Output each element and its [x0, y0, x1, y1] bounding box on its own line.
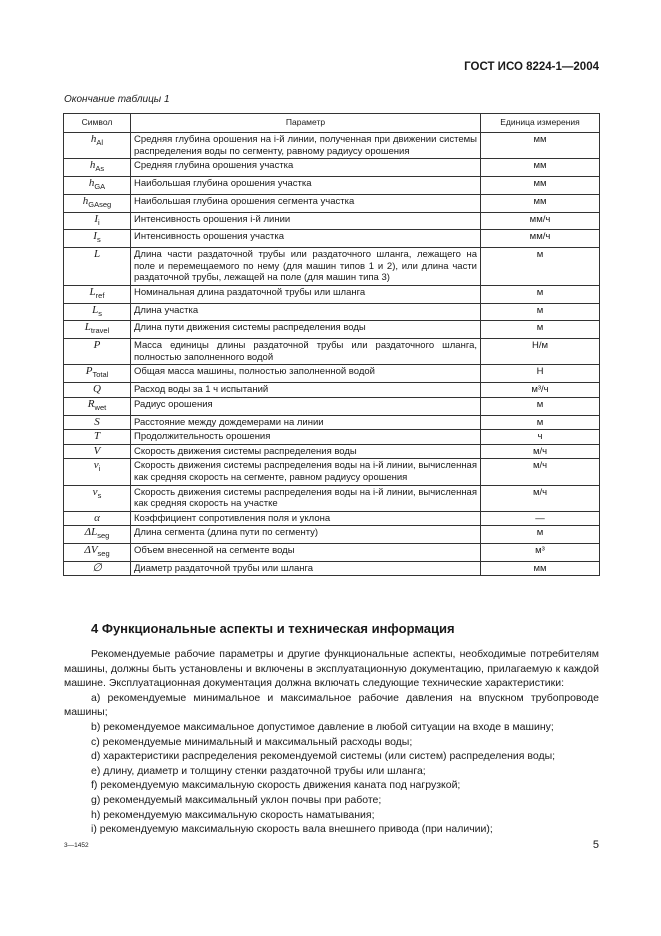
symbol: P [85, 365, 93, 378]
unit-cell: м [481, 415, 600, 430]
column-header-parameter: Параметр [131, 114, 481, 133]
parameter-cell: Наибольшая глубина орошения участка [131, 176, 481, 194]
table-row [64, 365, 600, 383]
symbol: h [82, 194, 89, 207]
table-row [64, 415, 600, 430]
parameter-cell: Длина участка [131, 303, 481, 321]
symbol: L [92, 303, 99, 316]
symbol: V [93, 444, 101, 457]
symbol-subscript: seg [97, 549, 110, 559]
list-item: h) рекомендуемую максимальную скорость наматывания; [91, 808, 375, 821]
table-row [64, 544, 600, 562]
parameter-cell: Радиус орошения [131, 397, 481, 415]
list-item: е) длину, диаметр и толщину стенки раздаточной трубы или шланга; [91, 764, 426, 777]
symbol-subscript: ref [95, 291, 105, 301]
table-row [64, 459, 600, 485]
symbol-cell [64, 321, 131, 339]
symbol-cell [64, 444, 131, 459]
table-row [64, 511, 600, 526]
symbol: ΔL [84, 526, 98, 539]
parameter-cell: Скорость движения системы распределения воды [131, 444, 481, 459]
unit-cell: м³ [481, 544, 600, 562]
parameter-cell: Интенсивность орошения участка [131, 230, 481, 248]
symbol-cell [64, 415, 131, 430]
symbol: ΔV [84, 544, 98, 557]
parameter-cell: Интенсивность орошения i-й линии [131, 212, 481, 230]
symbol-subscript: s [97, 490, 102, 500]
unit-cell: м [481, 248, 600, 286]
symbol-cell [64, 365, 131, 383]
symbol-subscript: i [98, 464, 101, 474]
list-item: c) рекомендуемые минимальный и максимальный расходы воды; [91, 735, 413, 748]
unit-cell: м/ч [481, 459, 600, 485]
table-row [64, 248, 600, 286]
standard-number: ГОСТ ИСО 8224-1—2004 [464, 61, 599, 73]
list-item: g) рекомендуемый максимальный уклон почвы при работе; [91, 793, 382, 806]
unit-cell: мм [481, 133, 600, 159]
table-row [64, 526, 600, 544]
table-row [64, 485, 600, 511]
parameter-cell: Скорость движения системы распределения воды на i-й линии, вычисленная как средняя скорость на сегменте, равном радиусу орошения [131, 459, 481, 485]
symbol: I [94, 212, 98, 225]
unit-cell: мм/ч [481, 212, 600, 230]
characteristics-list [64, 691, 599, 837]
parameter-cell: Скорость движения системы распределения воды на i-й линии, вычисленная как средняя скорость на участке [131, 485, 481, 511]
table-row [64, 321, 600, 339]
parameter-cell: Длина сегмента (длина пути по сегменту) [131, 526, 481, 544]
parameter-cell: Средняя глубина орошения участка [131, 159, 481, 177]
unit-cell: Н/м [481, 339, 600, 365]
unit-cell: м/ч [481, 485, 600, 511]
symbol: h [88, 176, 95, 189]
table-row [64, 285, 600, 303]
table-row [64, 176, 600, 194]
symbol: S [94, 415, 100, 428]
symbol-cell [64, 459, 131, 485]
table-row [64, 303, 600, 321]
symbol: v [92, 485, 98, 498]
list-item: d) характеристики распределения рекомендуемой системы (или систем) распределения воды; [91, 750, 556, 763]
unit-cell: Н [481, 365, 600, 383]
table-row [64, 444, 600, 459]
symbol-cell [64, 159, 131, 177]
symbol: h [90, 133, 97, 145]
symbol: L [84, 321, 91, 334]
unit-cell: м³/ч [481, 383, 600, 398]
symbol-subscript: s [98, 308, 102, 318]
table-row [64, 339, 600, 365]
table-header-row [64, 114, 600, 133]
unit-cell: мм [481, 194, 600, 212]
table-row [64, 212, 600, 230]
section-title: 4 Функциональные аспекты и техническая информация [91, 621, 455, 636]
symbol-subscript: wet [94, 402, 107, 412]
unit-cell: мм [481, 159, 600, 177]
symbol: h [89, 159, 96, 172]
list-item: i) рекомендуемую максимальную скорость вала внешнего привода (при наличии); [91, 823, 493, 836]
parameter-cell: Расстояние между дождемерами на линии [131, 415, 481, 430]
symbol-cell [64, 561, 131, 576]
parameter-cell: Расход воды за 1 ч испытаний [131, 383, 481, 398]
table-caption: Окончание таблицы 1 [64, 94, 170, 105]
unit-cell: м [481, 321, 600, 339]
symbol-cell [64, 176, 131, 194]
symbol: T [93, 430, 101, 443]
unit-cell: м [481, 397, 600, 415]
symbol-subscript: travel [90, 326, 110, 336]
symbol: α [94, 511, 100, 524]
table-row [64, 133, 600, 159]
symbol-cell [64, 397, 131, 415]
symbol-cell [64, 526, 131, 544]
symbol-cell [64, 544, 131, 562]
parameter-cell: Продолжительность орошения [131, 430, 481, 445]
symbol: v [93, 459, 99, 472]
parameter-cell: Средняя глубина орошения на i-й линии, полученная при движении системы распределения воды по сегменту, равному радиусу орошения [131, 133, 481, 159]
parameter-cell: Общая масса машины, полностью заполненной водой [131, 365, 481, 383]
parameter-cell: Номинальная длина раздаточной трубы или шланга [131, 285, 481, 303]
parameter-cell: Наибольшая глубина орошения сегмента участка [131, 194, 481, 212]
parameter-cell: Длина пути движения системы распределения воды [131, 321, 481, 339]
symbol-cell [64, 430, 131, 445]
symbol-cell [64, 230, 131, 248]
symbol-cell [64, 133, 131, 159]
symbol: R [87, 397, 95, 410]
parameter-cell: Коэффициент сопротивления поля и уклона [131, 511, 481, 526]
unit-cell: м/ч [481, 444, 600, 459]
symbol-subscript: As [95, 164, 105, 174]
symbol-cell [64, 194, 131, 212]
table-row [64, 159, 600, 177]
symbol-cell [64, 285, 131, 303]
section-intro: Рекомендуемые рабочие параметры и другие функциональные аспекты, необходимые потребителям машины, должны быть установлены и включены в эксплуатационную документацию, прилагаемую к каждой машине. Эксплуатационная документация должна включать следующие технические характеристики: [64, 648, 599, 690]
print-code: 3—1452 [64, 842, 89, 849]
section-body [64, 647, 599, 837]
list-item: f) рекомендуемую максимальную скорость движения каната под нагрузкой; [91, 779, 461, 792]
symbol-cell [64, 248, 131, 286]
parameter-cell: Объем внесенной на сегменте воды [131, 544, 481, 562]
table-row [64, 194, 600, 212]
symbol-cell [64, 485, 131, 511]
symbol-subscript: Total [92, 370, 109, 380]
symbol: ∅ [92, 561, 102, 574]
unit-cell: м [481, 285, 600, 303]
symbol-subscript: i [98, 217, 100, 227]
symbol: L [89, 285, 96, 298]
unit-cell: мм [481, 561, 600, 576]
parameter-cell: Диаметр раздаточной трубы или шланга [131, 561, 481, 576]
symbol-cell [64, 383, 131, 398]
symbol-cell [64, 339, 131, 365]
symbol-cell [64, 212, 131, 230]
unit-cell: — [481, 511, 600, 526]
table-row [64, 230, 600, 248]
symbol: P [93, 339, 101, 352]
symbol-subscript: GAseg [88, 199, 112, 209]
symbol-cell [64, 303, 131, 321]
unit-cell: м [481, 526, 600, 544]
list-item: b) рекомендуемое максимальное допустимое давление в любой ситуации на входе в машину; [91, 720, 554, 733]
unit-cell: мм/ч [481, 230, 600, 248]
list-item: а) рекомендуемые минимальное и максимальное рабочие давления на впускном трубопроводе машины; [64, 691, 599, 719]
table-row [64, 561, 600, 576]
symbol-subscript: s [96, 235, 101, 245]
symbol: L [93, 248, 101, 261]
column-header-symbol: Символ [64, 114, 131, 133]
table-row [64, 430, 600, 445]
unit-cell: м [481, 303, 600, 321]
symbol-subscript: Al [96, 138, 104, 148]
parameters-table [63, 113, 600, 576]
unit-cell: ч [481, 430, 600, 445]
page-number: 5 [592, 839, 599, 851]
symbol: I [93, 230, 97, 243]
table-row [64, 383, 600, 398]
symbol-subscript: GA [94, 182, 106, 192]
parameter-cell: Масса единицы длины раздаточной трубы или раздаточного шланга, полностью заполненного водой [131, 339, 481, 365]
parameter-cell: Длина части раздаточной трубы или раздаточного шланга, лежащего на поле и перемещаемого по нему (для машин типов 1 и 2), или длина части раздаточной трубы, лежащей на поле (для машин типа 3) [131, 248, 481, 286]
symbol-cell [64, 511, 131, 526]
symbol-subscript: seg [97, 531, 110, 541]
column-header-unit: Единица измерения [481, 114, 600, 133]
symbol: Q [93, 383, 101, 396]
table-row [64, 397, 600, 415]
unit-cell: мм [481, 176, 600, 194]
